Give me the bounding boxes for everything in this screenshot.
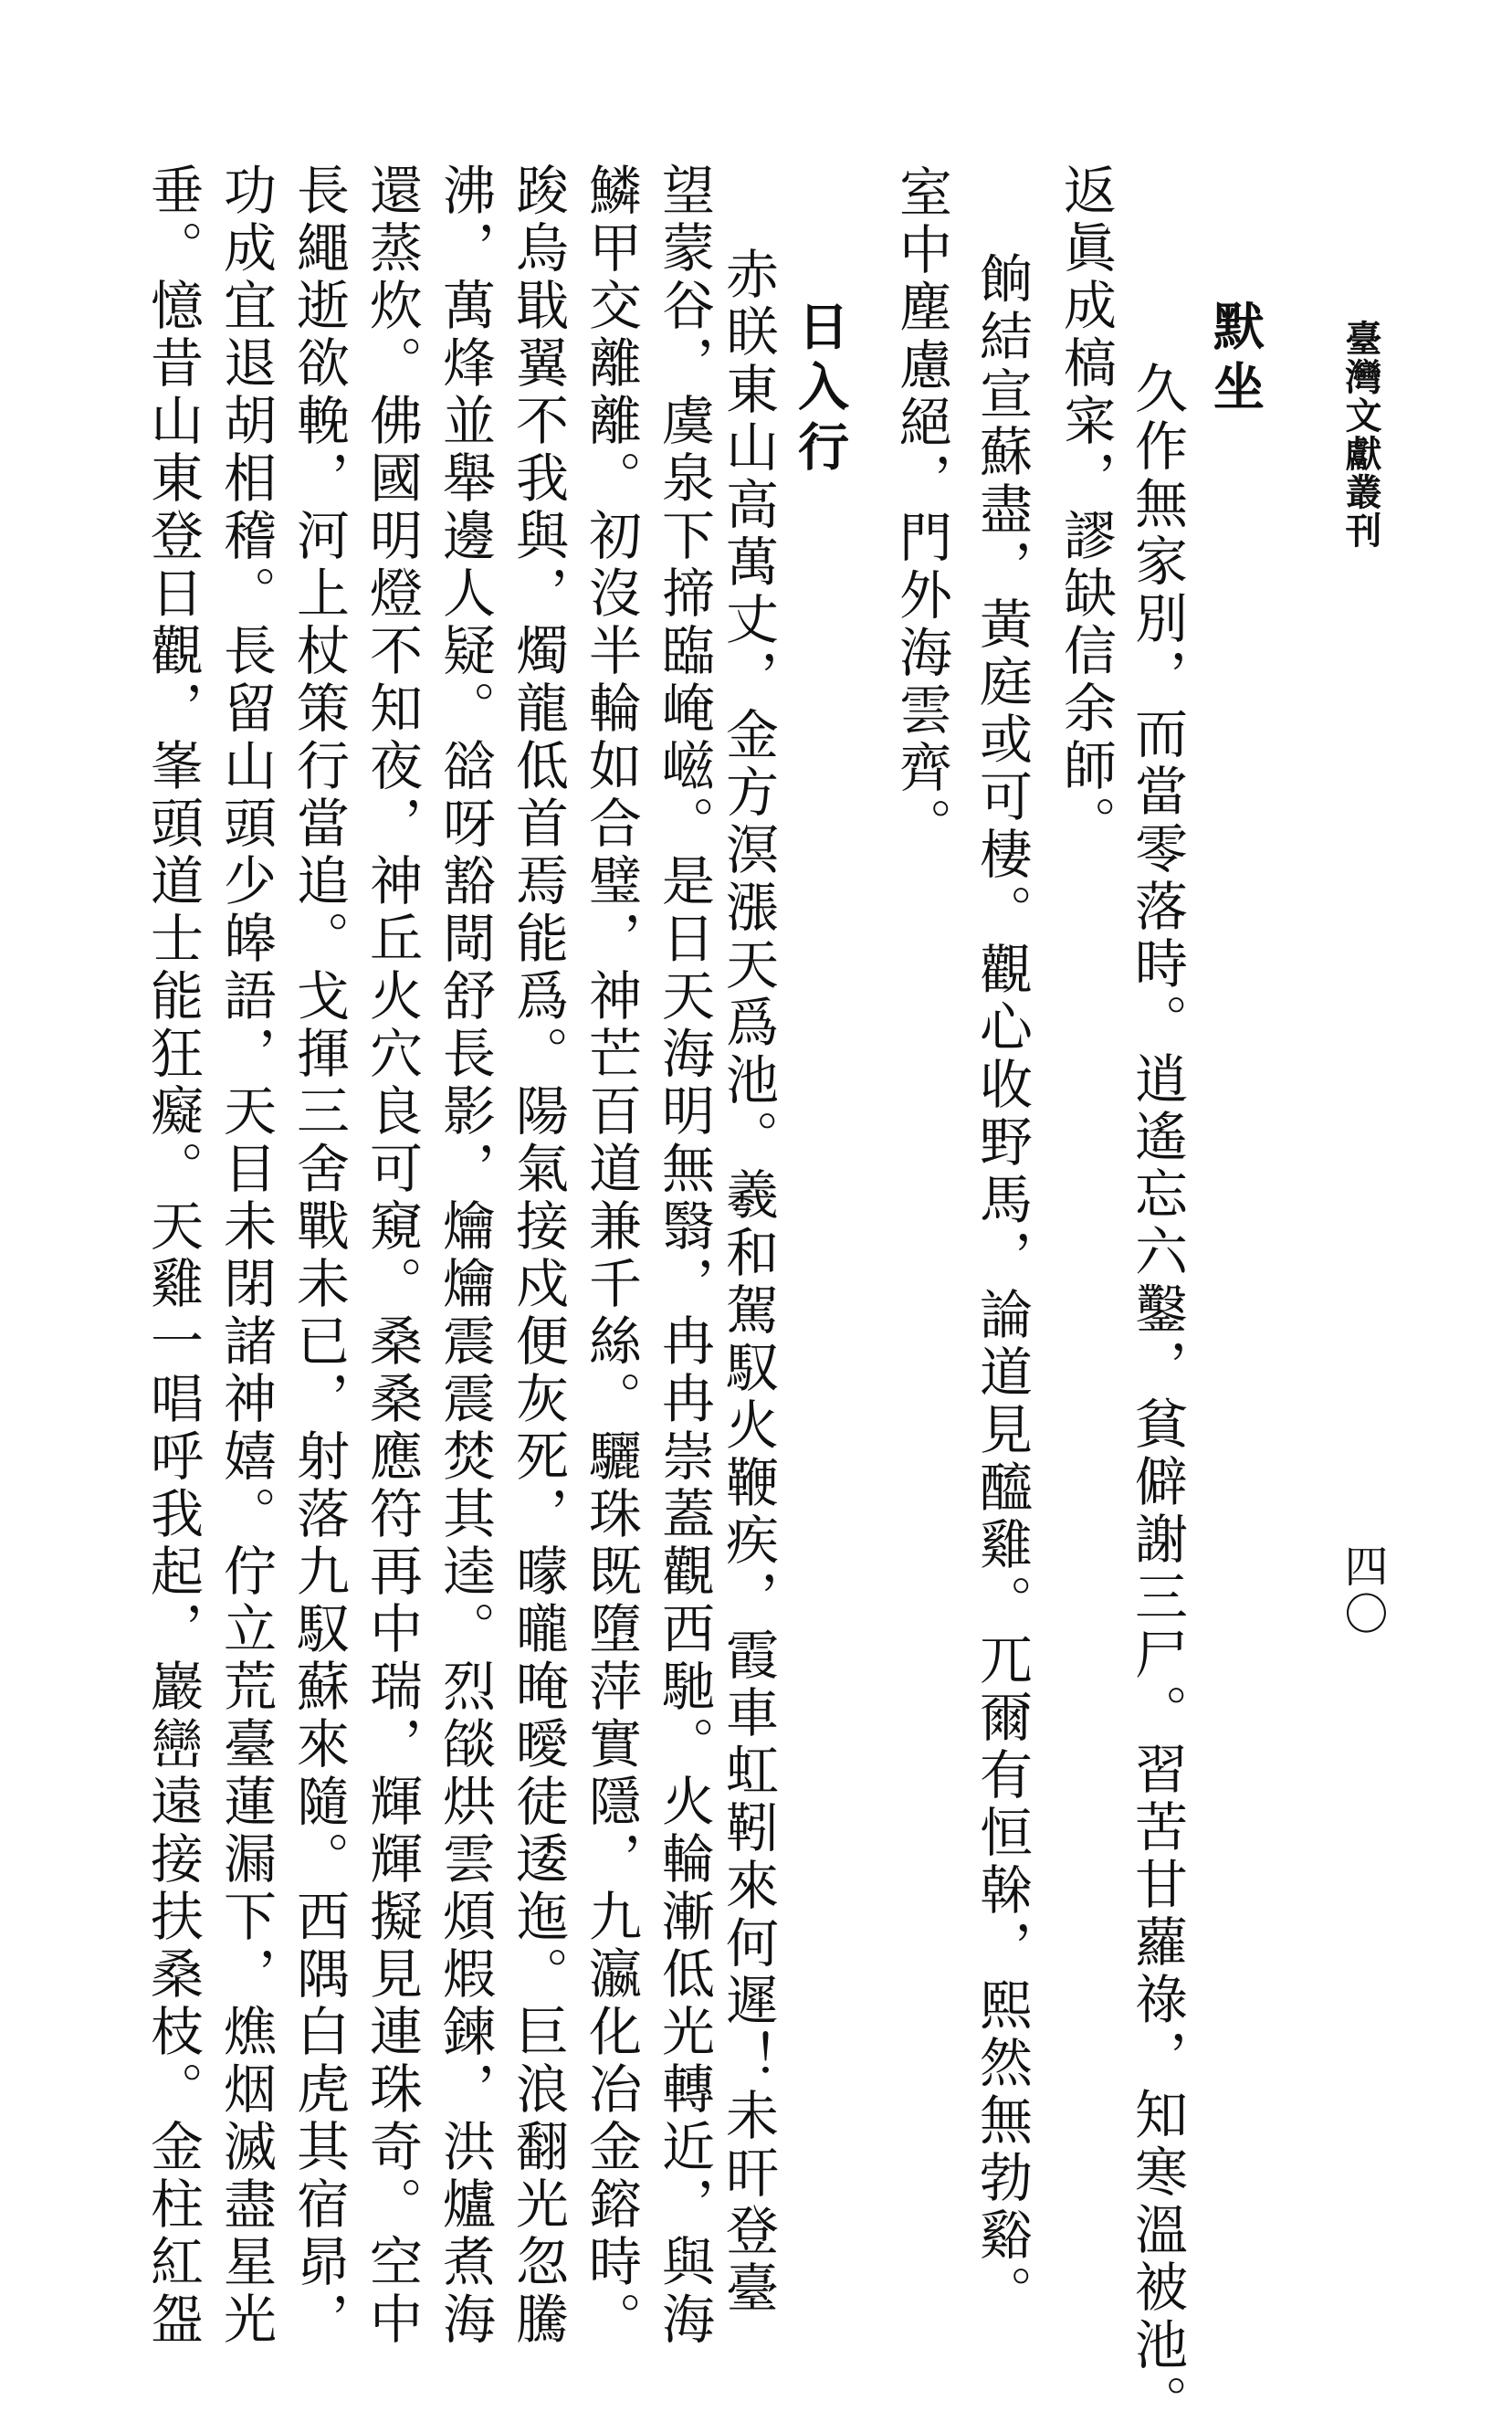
poem-line: 長繩逝欲輓，河上杖策行當追。戈揮三舍戰未已，射落九馭蘇來隨。西隅白虎其宿昴，: [288, 163, 350, 2349]
poem-line: 垂。憶昔山東登日觀，峯頭道士能狂癡。天雞一唱呼我起，巖巒遠接扶桑枝。金柱紅盌: [142, 163, 204, 2349]
poem-line: 室中塵慮絕，門外海雲齊。: [890, 164, 952, 855]
poem-line: 沸，萬烽並舉邊人疑。谽呀豁閜舒長影，爚爚震震焚其逵。烈燄烘雲煩煆鍊，洪爐煮海: [434, 163, 496, 2349]
poem-title: 日入行: [790, 300, 850, 480]
poem-line: 鱗甲交離離。初沒半輪如合璧，神芒百道兼千絲。驪珠既墮萍實隱，九瀛化冶金鎔時。: [580, 163, 642, 2349]
page-number: 四〇: [1337, 1543, 1388, 1638]
poem-line: 踆烏戢翼不我與，燭龍低首焉能爲。陽氣接戍便灰死，曚曨晻曖徒逶迤。巨浪翻光忽騰: [507, 163, 569, 2349]
poem-line: 還蒸炊。佛國明燈不知夜，神丘火穴良可窺。桑桑應符再中瑞，輝輝擬見連珠奇。空中: [361, 163, 423, 2349]
running-header: 臺灣文獻叢刊: [1339, 320, 1382, 550]
poem-line: 赤眹東山高萬丈，金方溟漲天爲池。羲和駕馭火鞭疾，霞車虹靷來何遲！未旰登臺: [717, 247, 779, 2318]
poem-line: 餉結宣蘇盡，黃庭或可棲。觀心收野馬，論道見醯雞。兀爾有恒榦，熙然無勃谿。: [971, 251, 1033, 2322]
poem-title: 默坐: [1205, 300, 1265, 420]
poem-line: 返眞成槁寀，謬缺信余師。: [1055, 163, 1117, 853]
poem-line: 望蒙谷，虞泉下揥臨崦嵫。是日天海明無翳，冉冉崇蓋觀西馳。火輪漸低光轉近，與海: [653, 163, 715, 2349]
poem-line: 久作無家別，而當零落時。逍遙忘六鑿，貧僻謝三尸。習苦甘蘿祿，知寒溫被池。: [1126, 361, 1188, 2432]
poem-line: 功成宜退胡相稽。長留山頭少皞語，天目未閉諸神嬉。佇立荒臺蓮漏下，燋烟滅盡星光: [215, 163, 277, 2349]
